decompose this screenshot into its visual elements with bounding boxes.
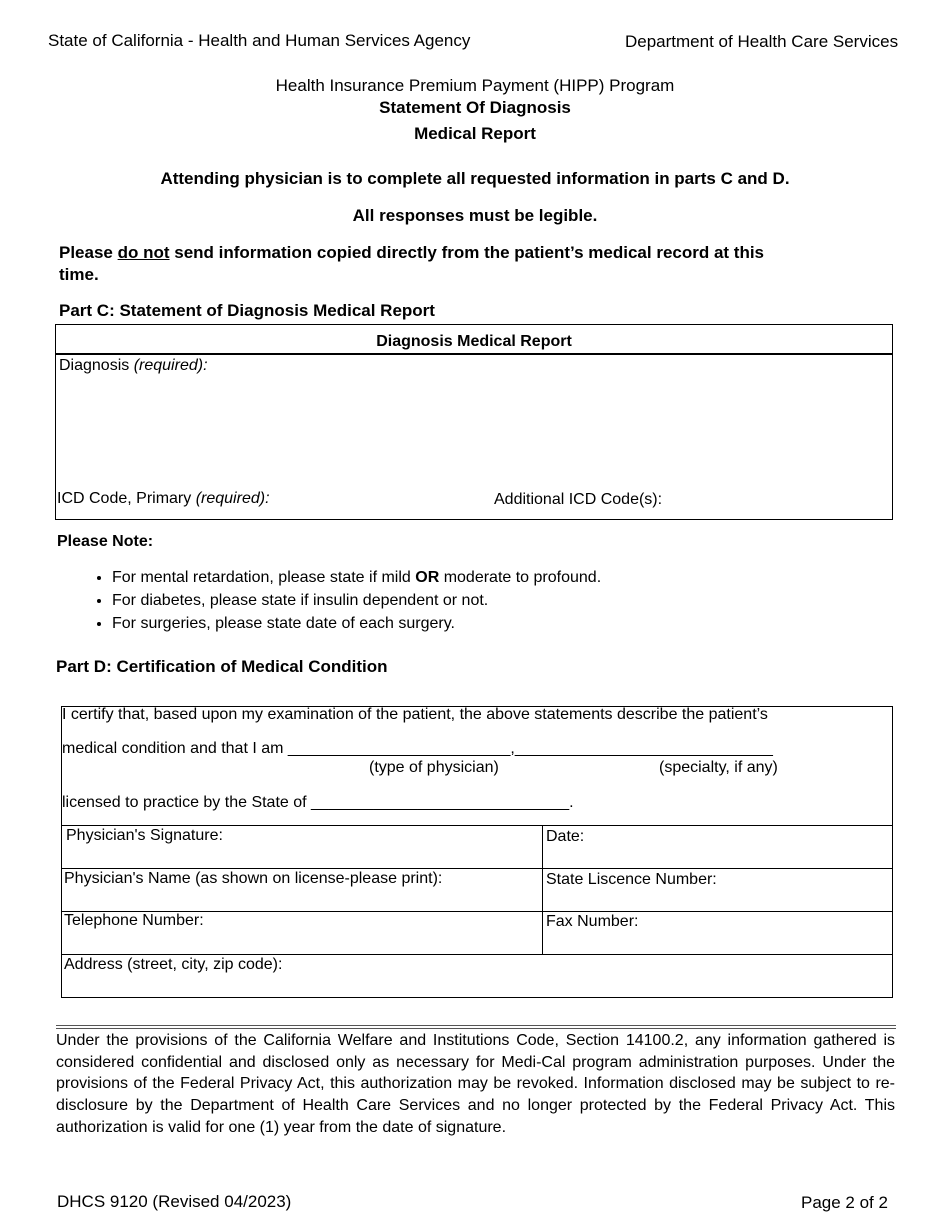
certification-line-1: I certify that, based upon my examination of the patient, the above statements describe the patient’s	[62, 706, 768, 723]
instruction-legible: All responses must be legible.	[352, 206, 598, 225]
note-1-post: moderate to profound.	[439, 569, 602, 586]
diagnosis-field[interactable]	[59, 380, 889, 480]
note-1-or: OR	[415, 569, 440, 586]
instruction-do-not-send-cont: time.	[59, 265, 99, 284]
diagnosis-required: (required):	[133, 357, 208, 374]
fax-field[interactable]	[543, 912, 892, 953]
form-title: Statement Of Diagnosis	[379, 98, 571, 117]
agency-name: State of California - Health and Human Services Agency	[48, 31, 471, 50]
type-of-physician-field[interactable]	[326, 740, 576, 758]
form-subtitle: Medical Report	[414, 124, 536, 143]
licensed-state-field[interactable]	[356, 794, 646, 812]
type-of-physician-caption: (type of physician)	[369, 759, 499, 776]
notes-heading: Please Note:	[57, 533, 154, 550]
note-mental-retardation	[112, 566, 601, 589]
address-label: Address (street, city, zip code):	[64, 956, 283, 973]
physician-signature-field[interactable]	[62, 826, 541, 867]
diagnosis-table-title: Diagnosis Medical Report	[376, 333, 572, 350]
fax-label: Fax Number:	[546, 913, 639, 930]
state-license-label: State Liscence Number:	[546, 871, 717, 888]
page-number: Page 2 of 2	[801, 1193, 888, 1212]
icd-additional-label: Additional ICD Code(s):	[494, 491, 663, 508]
disclaimer-rule-top	[56, 1025, 896, 1026]
note-1-pre: For mental retardation, please state if mild	[112, 569, 416, 586]
icd-primary-label-text: ICD Code, Primary	[57, 490, 196, 507]
diagnosis-label-text: Diagnosis	[59, 357, 134, 374]
instruction-do-not-send	[59, 243, 764, 263]
physician-name-field[interactable]	[62, 869, 541, 910]
date-field[interactable]	[543, 826, 892, 867]
physician-signature-label: Physician's Signature:	[66, 827, 223, 844]
certification-line-3: licensed to practice by the State of _____________________________.	[62, 794, 574, 811]
instruction-do-not-underlined: do not	[117, 243, 170, 262]
address-field[interactable]	[62, 955, 892, 997]
state-license-field[interactable]	[543, 869, 892, 910]
telephone-field[interactable]	[62, 912, 541, 953]
specialty-caption: (specialty, if any)	[659, 759, 778, 776]
note-surgeries: • For surgeries, please state date of each surgery.	[112, 612, 601, 635]
form-number: DHCS 9120 (Revised 04/2023)	[57, 1192, 292, 1211]
telephone-label: Telephone Number:	[64, 912, 204, 929]
instruction-do-not-send-post: send information copied directly from the patient’s medical record at this	[169, 243, 765, 262]
note-diabetes: • For diabetes, please state if insulin dependent or not.	[112, 589, 601, 612]
icd-primary-label	[57, 490, 270, 508]
physician-name-label: Physician's Name (as shown on license-please print):	[64, 870, 443, 887]
icd-primary-required: (required):	[195, 490, 270, 507]
specialty-field[interactable]	[585, 740, 880, 758]
certification-line-2: medical condition and that I am _________________________,_____________________________	[62, 740, 773, 757]
part-d-heading: Part D: Certification of Medical Condition	[56, 657, 388, 676]
department-name: Department of Health Care Services	[625, 32, 899, 51]
notes-list	[80, 566, 601, 635]
instruction-do-not-send-pre: Please	[59, 243, 118, 262]
program-name: Health Insurance Premium Payment (HIPP) Program	[275, 76, 675, 95]
diagnosis-label	[59, 357, 208, 375]
date-label: Date:	[546, 828, 585, 845]
privacy-disclaimer: Under the provisions of the California Welfare and Institutions Code, Section 14100.2, any information gathered is considered confidential and disclosed only as necessary for Medi-Cal program administration purposes. Under the provisions of the Federal Privacy Act, this authorization may be revoked. Information disclosed may be subject to re-disclosure by the Department of Health Care Services and no longer protected by the Federal Privacy Act. This authorization is valid for one (1) year from the date of signature.	[56, 1032, 895, 1136]
part-c-heading: Part C: Statement of Diagnosis Medical Report	[59, 301, 435, 320]
instruction-complete-parts: Attending physician is to complete all requested information in parts C and D.	[160, 169, 790, 188]
disclaimer-rule-bottom	[56, 1028, 896, 1029]
diagnosis-table-divider	[55, 353, 893, 355]
